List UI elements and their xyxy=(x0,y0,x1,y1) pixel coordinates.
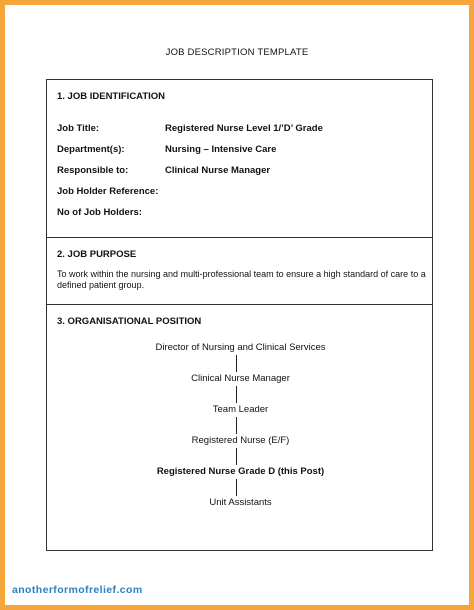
watermark-url: anotherformofrelief.com xyxy=(12,584,143,596)
section-heading: 1. JOB IDENTIFICATION xyxy=(57,91,166,102)
section-heading: 2. JOB PURPOSE xyxy=(57,249,137,260)
org-level-this-post: Registered Nurse Grade D (this Post) xyxy=(156,466,325,477)
org-connector xyxy=(236,355,237,372)
field-label: Responsible to: xyxy=(57,165,129,176)
field-value: Clinical Nurse Manager xyxy=(165,165,271,176)
job-identification-section xyxy=(46,79,433,238)
document-title: JOB DESCRIPTION TEMPLATE xyxy=(165,47,309,58)
field-label: Department(s): xyxy=(57,144,125,155)
field-label: Job Title: xyxy=(57,123,100,134)
org-connector xyxy=(236,417,237,434)
org-connector xyxy=(236,448,237,465)
field-value: Registered Nurse Level 1/’D’ Grade xyxy=(165,123,323,134)
org-level-registered-nurse-ef: Registered Nurse (E/F) xyxy=(191,435,290,446)
org-level-team-leader: Team Leader xyxy=(212,404,269,415)
job-purpose-section xyxy=(46,237,433,305)
org-connector xyxy=(236,386,237,403)
org-level-clinical-nurse-manager: Clinical Nurse Manager xyxy=(191,373,290,384)
org-connector xyxy=(236,479,237,496)
purpose-text: To work within the nursing and multi-professional team to ensure a high standard of care to a defined patient group. xyxy=(57,269,426,290)
field-label: No of Job Holders: xyxy=(57,207,142,218)
section-heading: 3. ORGANISATIONAL POSITION xyxy=(57,316,202,327)
organisational-position-section xyxy=(46,304,433,551)
org-level-director: Director of Nursing and Clinical Services xyxy=(155,342,326,353)
field-label: Job Holder Reference: xyxy=(57,186,159,197)
org-level-unit-assistants: Unit Assistants xyxy=(209,497,272,508)
field-value: Nursing – Intensive Care xyxy=(165,144,277,155)
